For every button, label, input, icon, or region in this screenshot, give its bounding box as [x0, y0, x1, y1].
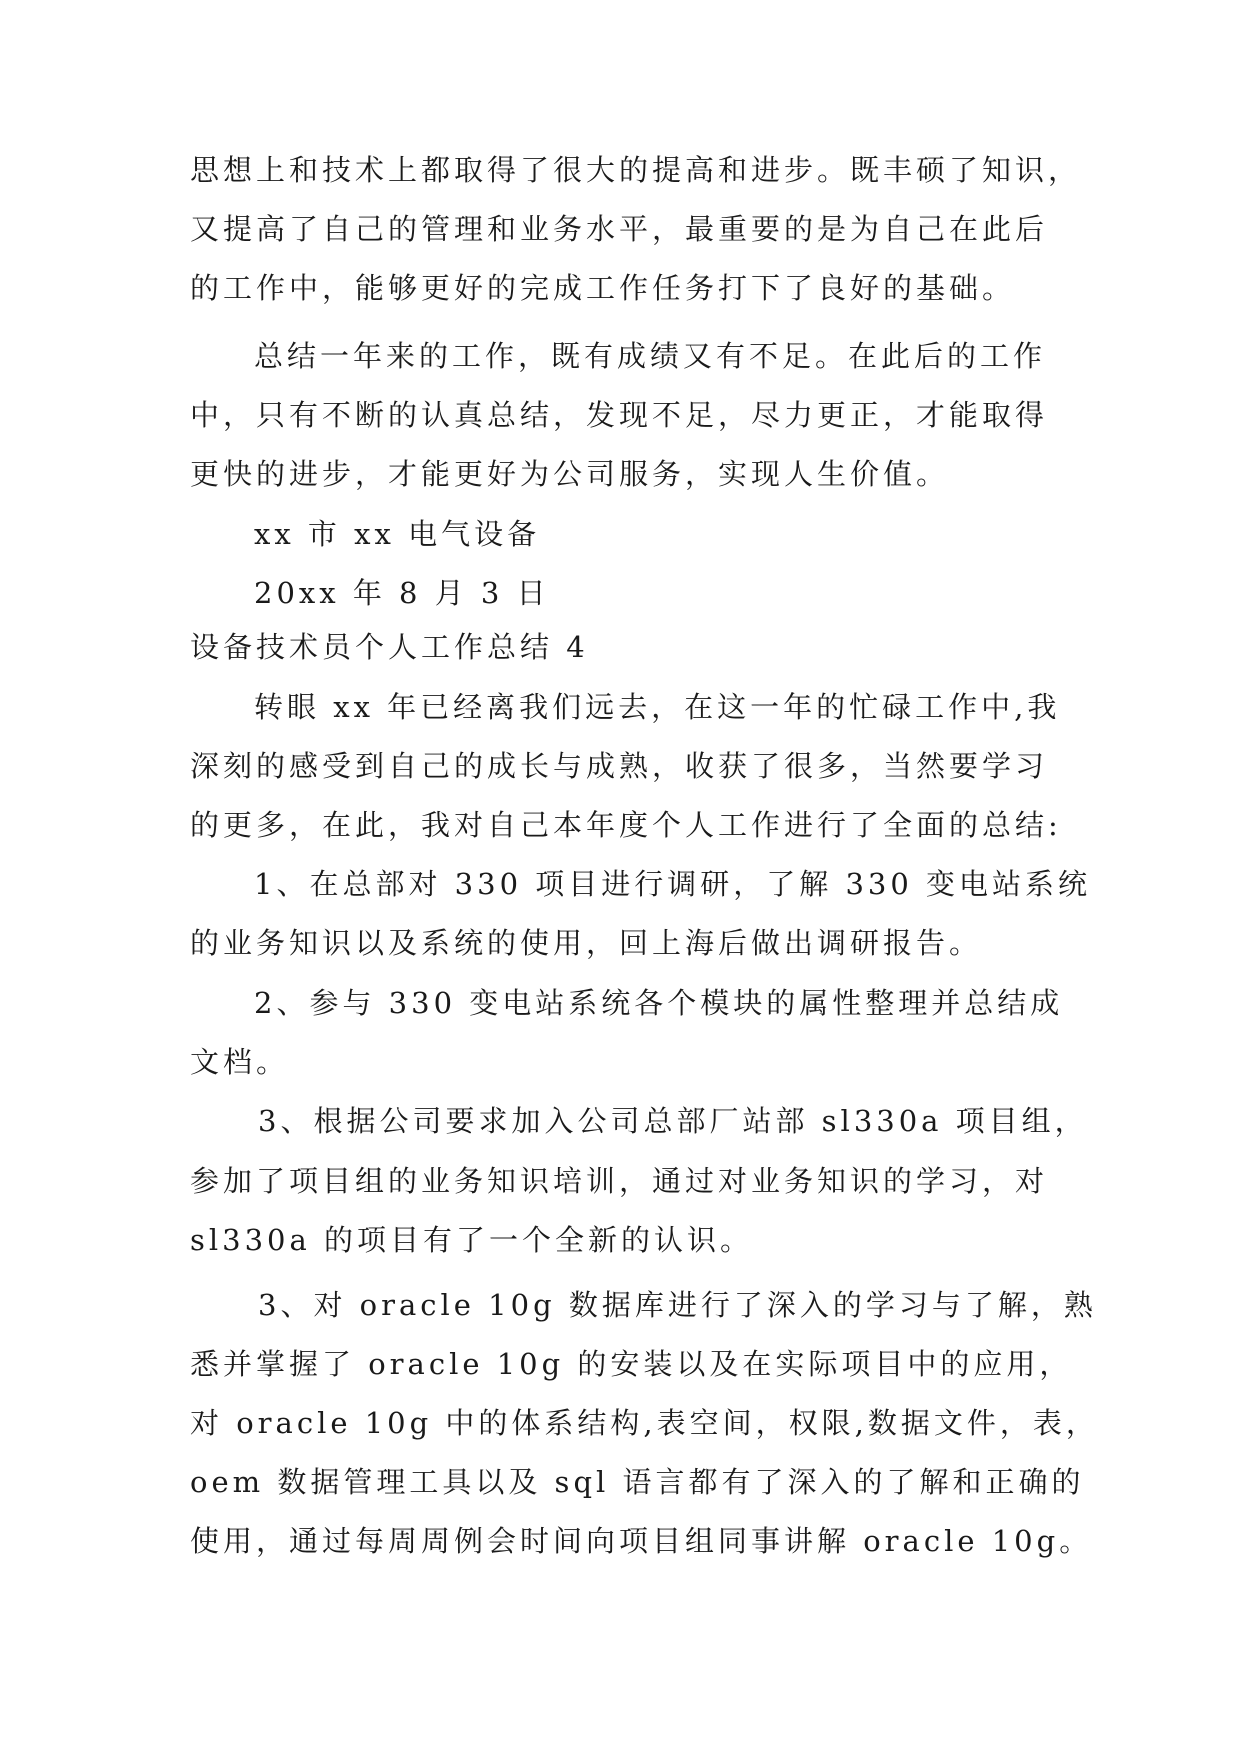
- text-line: 中，只有不断的认真总结，发现不足，尽力更正，才能取得: [190, 398, 1049, 432]
- text-line: oem 数据管理工具以及 sql 语言都有了深入的了解和正确的: [190, 1465, 1085, 1499]
- text-line: 对 oracle 10g 中的体系结构,表空间，权限,数据文件，表，: [190, 1406, 1099, 1440]
- text-line: 文档。: [190, 1045, 290, 1079]
- text-line: 转眼 xx 年已经离我们远去，在这一年的忙碌工作中,我: [254, 690, 1061, 724]
- text-line: 的业务知识以及系统的使用，回上海后做出调研报告。: [190, 926, 983, 960]
- text-line: 又提高了自己的管理和业务水平，最重要的是为自己在此后: [190, 212, 1049, 246]
- text-line: 总结一年来的工作，既有成绩又有不足。在此后的工作: [254, 339, 1047, 373]
- text-line: sl330a 的项目有了一个全新的认识。: [190, 1223, 754, 1257]
- text-line: 更快的进步，才能更好为公司服务，实现人生价值。: [190, 457, 950, 491]
- text-line: 深刻的感受到自己的成长与成熟，收获了很多，当然要学习: [190, 749, 1049, 783]
- text-line: 参加了项目组的业务知识培训，通过对业务知识的学习，对: [190, 1164, 1049, 1198]
- list-item: 2、参与 330 变电站系统各个模块的属性整理并总结成: [254, 986, 1064, 1020]
- text-line: 使用，通过每周周例会时间向项目组同事讲解 oracle 10g。: [190, 1524, 1093, 1558]
- section-title: 设备技术员个人工作总结 4: [190, 630, 589, 664]
- list-item: 3、根据公司要求加入公司总部厂站部 sl330a 项目组，: [258, 1104, 1088, 1138]
- list-item: 3、对 oracle 10g 数据库进行了深入的学习与了解，熟: [258, 1288, 1097, 1322]
- text-line: 的工作中，能够更好的完成工作任务打下了良好的基础。: [190, 271, 1016, 305]
- text-line: 思想上和技术上都取得了很大的提高和进步。既丰硕了知识，: [190, 153, 1082, 187]
- signature-date: 20xx 年 8 月 3 日: [254, 576, 550, 610]
- text-line: 的更多，在此，我对自己本年度个人工作进行了全面的总结:: [190, 808, 1062, 842]
- text-line: 悉并掌握了 oracle 10g 的安装以及在实际项目中的应用，: [190, 1347, 1073, 1381]
- list-item: 1、在总部对 330 项目进行调研，了解 330 变电站系统: [254, 867, 1092, 901]
- signature-company: xx 市 xx 电气设备: [254, 517, 541, 551]
